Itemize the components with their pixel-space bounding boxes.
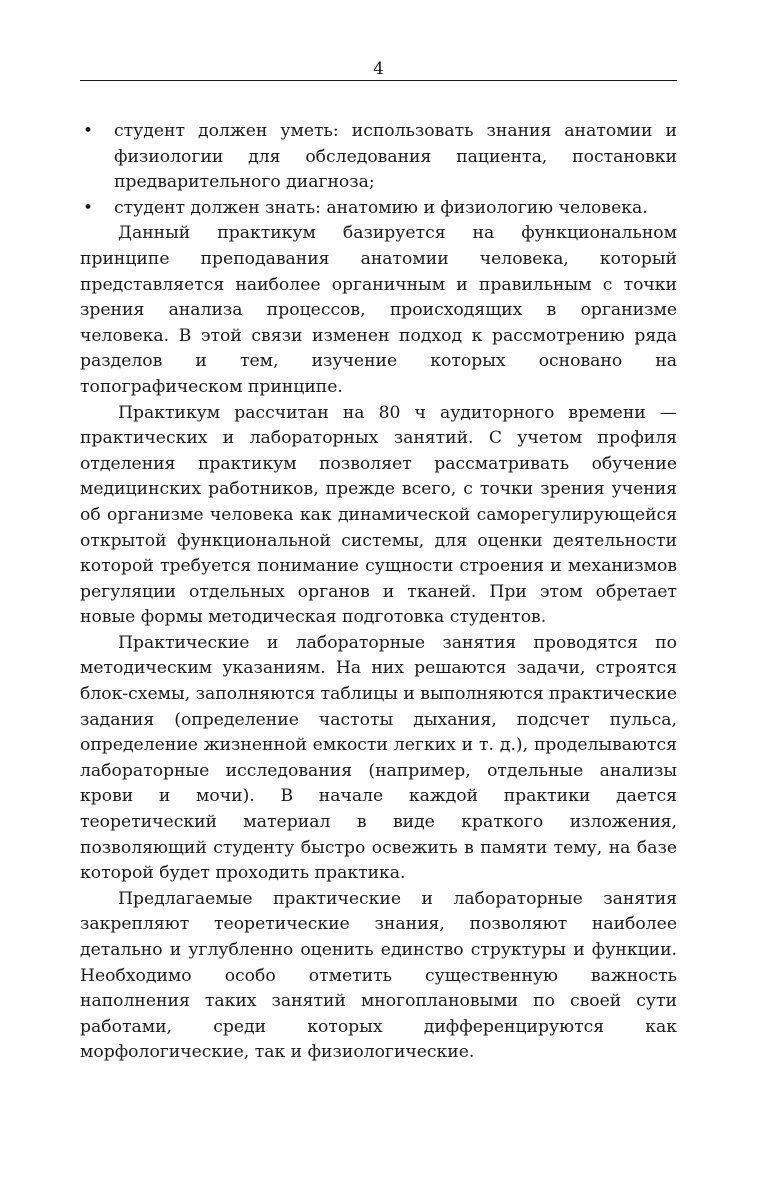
list-item <box>80 119 677 196</box>
page-body <box>80 119 677 1066</box>
paragraph: Практические и лабораторные занятия проводятся по методическим указаниям. На них решаются задачи, строятся блок-схемы, заполняются таблицы и выполняются практические задания (определение частоты дыхания, подсчет пульса, определение жизненной емкости легких и т. д.), проделываются лабораторные исследования (например, отдельные анализы крови и мочи). В начале каждой практики дается теоретический материал в виде краткого изложения, позволяющий студенту быстро освежить в памяти тему, на базе которой будет проходить практика. <box>80 632 677 884</box>
header-rule <box>80 80 677 81</box>
page-number: 4 <box>373 59 384 79</box>
paragraph: Предлагаемые практические и лабораторные занятия закрепляют теоретические знания, позволяют наиболее детально и углубленно оценить единство структуры и функции. Необходимо особо отметить существенную важность наполнения таких занятий многоплановыми по своей сути работами, среди которых дифференцируются как морфологические, так и физиологические. <box>80 888 677 1063</box>
list-item-text: студент должен уметь: использовать знания анатомии и физиологии для обследования пациента, постановки предварительного диагноза; <box>114 121 677 193</box>
paragraph: Практикум рассчитан на 80 ч аудиторного времени — практических и лабораторных занятий. С учетом профиля отделения практикум позволяет рассматривать обучение медицинских работников, прежде всего, с точки зрения учения об организме человека как динамической саморегулирующейся открытой функциональной системы, для оценки деятельности которой требуется понимание сущности строения и механизмов регуляции отдельных органов и тканей. При этом обретает новые формы методическая подготовка студентов. <box>80 402 677 628</box>
list-item <box>80 196 677 222</box>
list-item-text: студент должен знать: анатомию и физиологию человека. <box>114 197 648 218</box>
requirements-list <box>80 119 677 221</box>
bullet-icon: • <box>83 121 94 141</box>
paragraph: Данный практикум базируется на функциональном принципе преподавания анатомии человека, который представляется наиболее органичным и правильным с точки зрения анализа процессов, происходящих в организме человека. В этой связи изменен подход к рассмотрению ряда разделов и тем, изучение которых основано на топографическом принципе. <box>80 223 677 397</box>
bullet-icon: • <box>83 197 94 218</box>
